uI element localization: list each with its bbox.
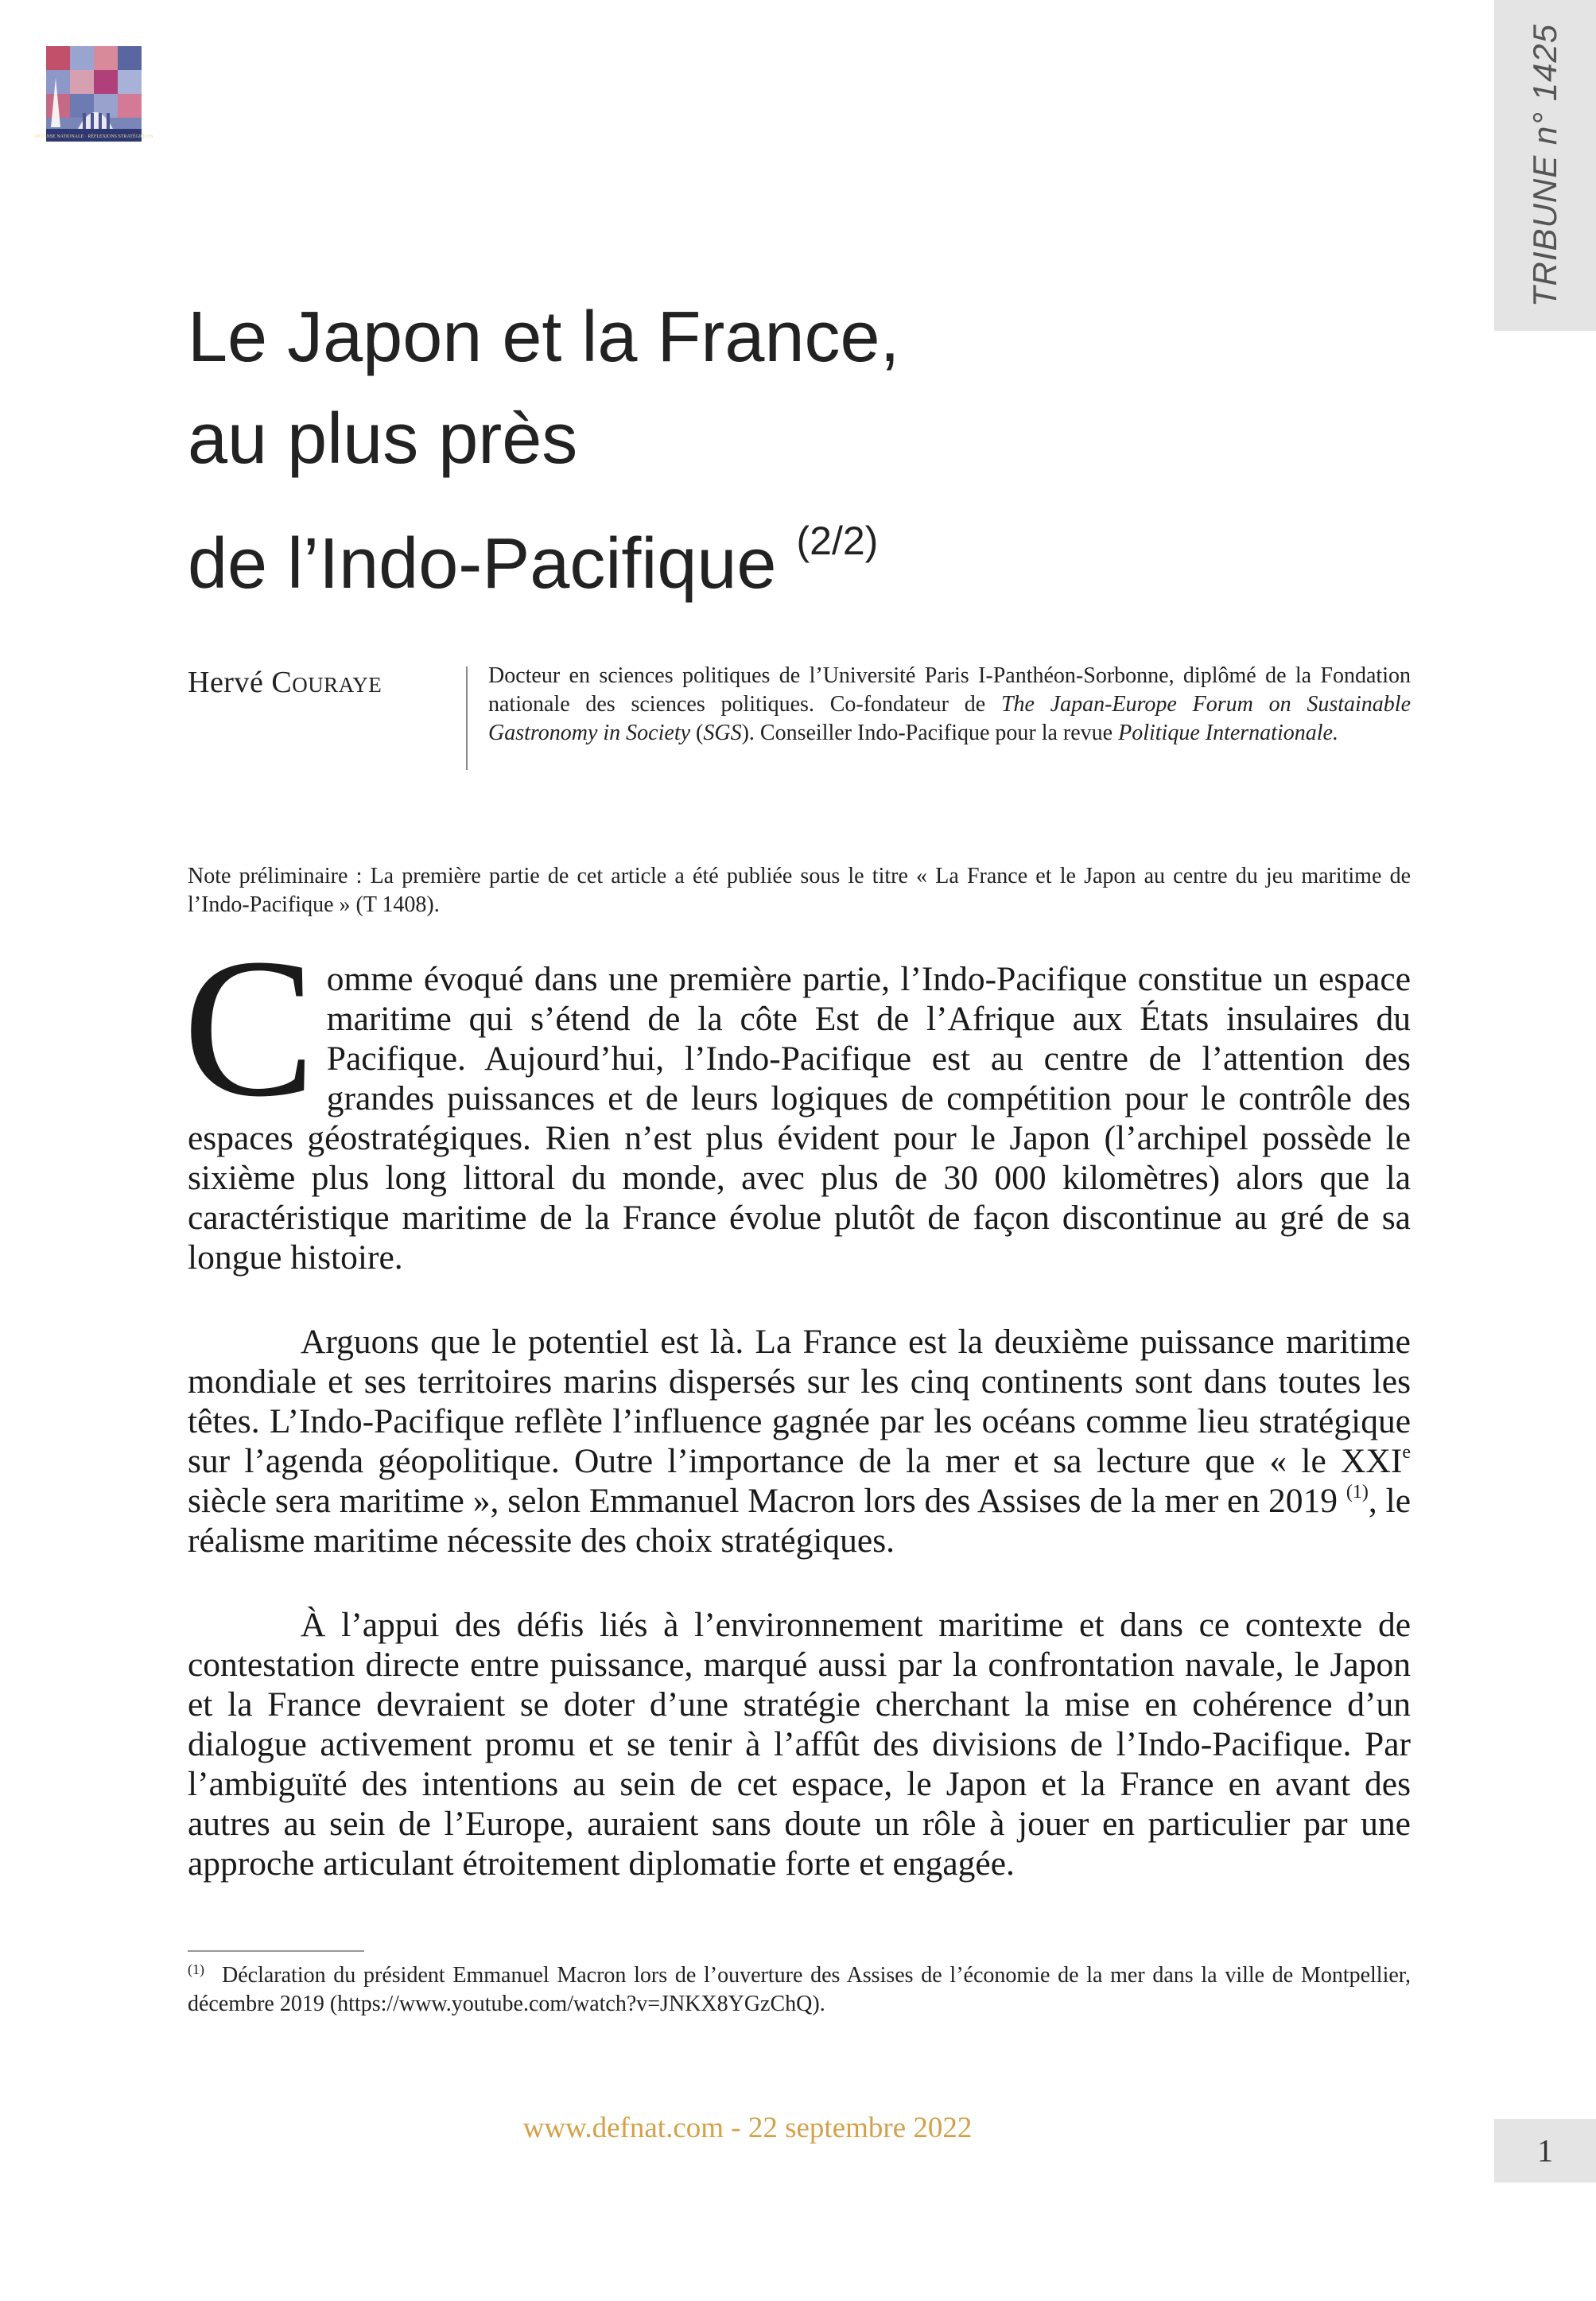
paragraph-3: À l’appui des défis liés à l’environnement maritime et dans ce contexte de contestation directe entre puissance, marqué aussi par la confrontation navale, le Japon et la France devraient se doter d’une stratégie cherchant la mise en cohérence d’un dialogue activement promu et se tenir à l’affût des divisions de l’Indo-Pacifique. Par l’ambiguïté des intentions au sein de cet espace, le Japon et la France en avant des autres au sein de l’Europe, auraient sans doute un rôle à jouer en particulier par une approche articulant étroitement diplomatie forte et engagée. <box>188 1606 1411 1883</box>
paragraph-1: Comme évoqué dans une première partie, l’Indo-Pacifique constitue un espace maritime qui s’étend de la côte Est de l’Afrique aux États insulaires du Pacifique. Aujourd’hui, l’Indo-Pacifique est au centre de l’attention des grandes puissances et de leurs logiques de compétition pour le contrôle des espaces géostratégiques. Rien n’est plus évident pour le Japon (l’archipel possède le sixième plus long littoral du monde, avec plus de 30 000 kilomètres) alors que la caractéristique maritime de la France évolue plutôt de façon discontinue au gré de sa longue histoire. <box>183 918 1411 1277</box>
institution-logo-icon <box>34 46 153 142</box>
footnote-divider <box>188 1950 364 1952</box>
footnote-1 <box>188 1961 1411 2019</box>
footer-site-date[interactable]: www.defnat.com - 22 septembre 2022 <box>522 2112 973 2144</box>
tribune-label: TRIBUNE n° 1425 <box>1526 23 1563 308</box>
tribune-tab <box>1494 0 1596 331</box>
superscript-e: e <box>1402 1442 1411 1463</box>
article-body <box>183 918 1412 1928</box>
author-divider <box>466 667 468 770</box>
footnote-ref-1[interactable]: (1) <box>1346 1482 1369 1502</box>
preliminary-note: Note préliminaire : La première partie de cet article a été publiée sous le titre « La France et le Japon au centre du jeu maritime de l’Indo-Pacifique » (T 1408). <box>188 864 1411 917</box>
title-line-2: au plus près <box>188 399 578 479</box>
page-title <box>188 286 1301 615</box>
paragraph-2: Arguons que le potentiel est là. La France est la deuxième puissance maritime mondiale et ses territoires marins dispersés sur les cinq continents sont dans toutes les têtes. L’Indo-Pacifique reflète l’influence gagnée par les océans comme lieu stratégique sur l’agenda géopolitique. Outre l’importance de la mer et sa lecture que « le XXIe siècle sera maritime », selon Emmanuel Macron lors des Assises de la mer en 2019 $^{(1)}$, le réalisme maritime nécessite des choix stratégiques. <box>188 1323 1412 1560</box>
author-name <box>188 665 382 700</box>
logo-tagline: DÉFENSE NATIONALE · RÉFLEXIONS STRATÉGIQUES <box>34 134 153 139</box>
title-line-3: de l’Indo-Pacifique <box>188 524 777 604</box>
author-last-name: Couraye <box>271 666 382 699</box>
drop-cap: C <box>183 918 316 1138</box>
footnote-marker: (1) <box>188 1961 204 1977</box>
footnote-text: Déclaration du président Emmanuel Macron lors de l’ouverture des Assises de l’économie de la mer dans la ville de Montpellier, décembre 2019 (https://www.youtube.com/watch?v=JNKX8YGzChQ). <box>188 1963 1411 2016</box>
page-number-box <box>1494 2119 1596 2182</box>
title-line-1: Le Japon et la France, <box>188 297 900 377</box>
author-bio: Docteur en sciences politiques de l’Université Paris I-Panthéon-Sorbonne, diplômé de la Fondation nationale des sciences politiques. Co-fondateur de The Japan-Europe Forum on Sustainable Gastronomy in Society (SGS). Conseiller Indo-Pacifique pour la revue Politique Internationale. <box>488 663 1411 745</box>
page-number: 1 <box>1537 2132 1553 2169</box>
title-part: (2/2) <box>796 519 879 563</box>
author-first-name: Hervé <box>188 666 264 699</box>
